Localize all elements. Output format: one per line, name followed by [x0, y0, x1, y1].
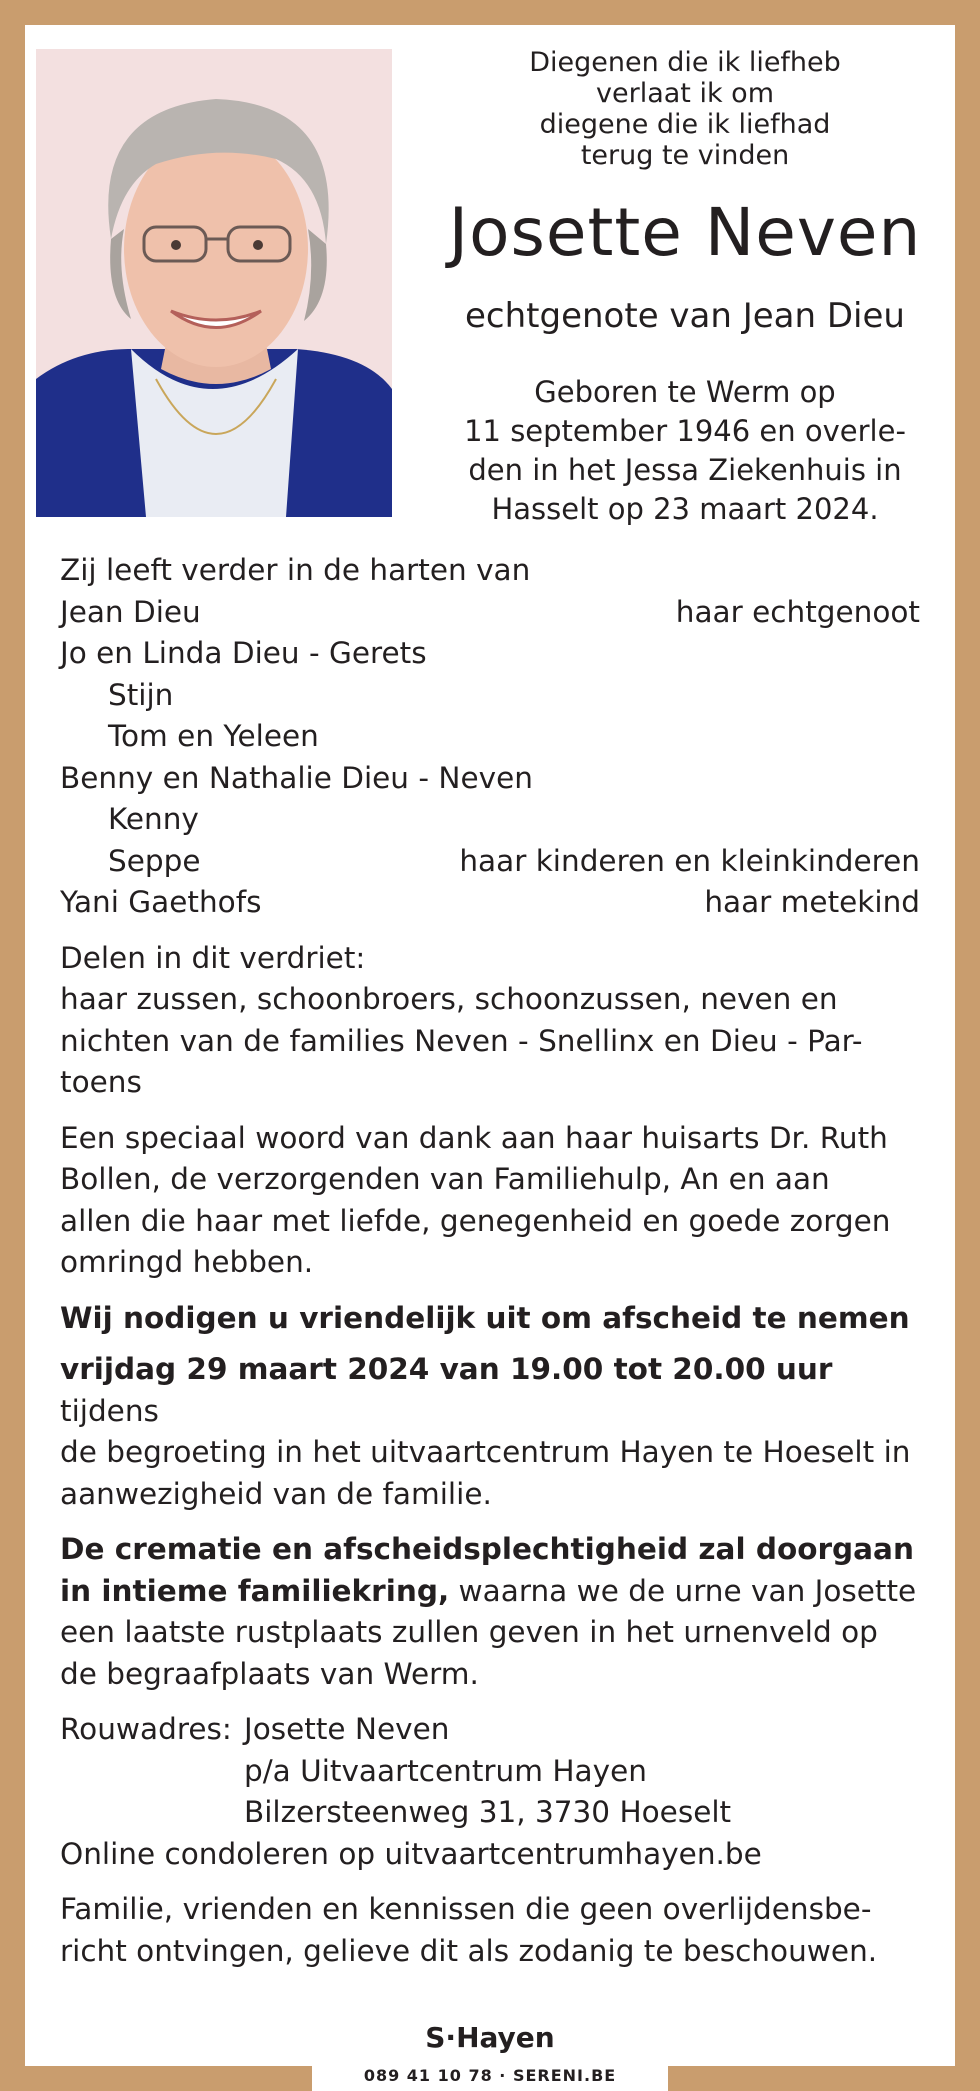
birth-line: Geboren te Werm op: [534, 375, 836, 409]
address-line: Bilzersteenweg 31, 3730 Hoeselt: [244, 1795, 732, 1829]
survivor-role: haar echtgenoot: [675, 594, 920, 629]
address-row: [60, 1709, 920, 1751]
text-line: richt ontvingen, gelieve dit als zodanig te beschouwen.: [60, 1933, 878, 1968]
poem-line: verlaat ik om: [596, 78, 774, 109]
poem-line: Diegenen die ik liefheb: [529, 47, 841, 78]
grandchild-name: Seppe: [108, 843, 201, 878]
cremation-section: [60, 1529, 920, 1695]
grief-section: [60, 938, 920, 1104]
text-line: De crematie en afscheidsplechtigheid zal doorgaan: [60, 1532, 914, 1566]
visitation-section: [60, 1349, 920, 1515]
address-line: p/a Uitvaartcentrum Hayen: [244, 1753, 647, 1788]
spacer: [60, 1515, 920, 1529]
birth-line: Hasselt op 23 maart 2024.: [491, 492, 879, 526]
address-section: [60, 1709, 920, 1875]
invitation-heading: Wij nodigen u vriendelijk uit om afscheid te nemen: [60, 1300, 910, 1335]
grandchild-name: Stijn: [108, 677, 174, 712]
text-line: toens: [60, 1065, 142, 1099]
spacer: [60, 924, 920, 938]
survivor-row: [60, 592, 920, 634]
address-row: [60, 1751, 920, 1793]
address-indent: [60, 1751, 244, 1793]
poem: [440, 47, 930, 171]
thanks-section: [60, 1118, 920, 1284]
obituary-card: [25, 25, 955, 2066]
birth-line: den in het Jessa Ziekenhuis in: [468, 453, 902, 487]
text-line: haar zussen, schoonbroers, schoonzussen, neven en: [60, 982, 838, 1016]
portrait-illustration: [36, 49, 392, 517]
survivor-name: Jo en Linda Dieu - Gerets: [60, 636, 427, 670]
closing-section: [60, 1889, 920, 1972]
address-indent: [60, 1792, 244, 1834]
text-line: aanwezigheid van de familie.: [60, 1476, 492, 1511]
spacer: [60, 1339, 920, 1349]
text-line: [60, 1571, 920, 1613]
text-line: een laatste rustplaats zullen geven in het urnenveld op: [60, 1615, 878, 1649]
text-line: Een speciaal woord van dank aan haar huisarts Dr. Ruth: [60, 1120, 888, 1155]
funeral-home-logo: S·Hayen: [425, 2021, 555, 2054]
grandchild-name: Tom en Yeleen: [108, 719, 319, 753]
text-fragment: waarna we de urne van Josette: [449, 1573, 917, 1608]
spacer: [60, 1875, 920, 1889]
text-line: Delen in dit verdriet:: [60, 940, 366, 975]
text-fragment: tijdens: [60, 1393, 159, 1428]
poem-line: diegene die ik liefhad: [539, 109, 831, 140]
portrait-photo: [36, 49, 392, 517]
spouse-line: echtgenote van Jean Dieu: [465, 296, 905, 336]
text-fragment: in intieme familiekring,: [60, 1573, 450, 1608]
text-line: [60, 1349, 920, 1432]
address-row: [60, 1792, 920, 1834]
text-line: de begraafplaats van Werm.: [60, 1656, 479, 1691]
survivor-row: [60, 882, 920, 924]
survivors-section: [60, 550, 920, 924]
birth-line: 11 september 1946 en overle-: [464, 414, 906, 448]
grandchild-name: Kenny: [108, 802, 199, 836]
survivor-row: [60, 841, 920, 883]
survivor-name: Yani Gaethofs: [60, 885, 262, 919]
address-label: Rouwadres:: [60, 1712, 232, 1746]
text-line: omringd hebben.: [60, 1245, 314, 1279]
birth-death-details: [425, 373, 945, 529]
visitation-datetime: vrijdag 29 maart 2024 van 19.00 tot 20.00 uur: [60, 1352, 833, 1386]
poem-line: terug te vinden: [580, 140, 790, 171]
survivor-role: haar kinderen en kleinkinderen: [459, 843, 920, 878]
text-line: allen die haar met liefde, genegenheid en goede zorgen: [60, 1203, 891, 1238]
text-line: de begroeting in het uitvaartcentrum Hayen te Hoeselt in: [60, 1435, 911, 1469]
spacer: [60, 1284, 920, 1298]
survivor-role: haar metekind: [704, 885, 920, 919]
spacer: [60, 1104, 920, 1118]
online-condolence: Online condoleren op uitvaartcentrumhayen.be: [60, 1836, 762, 1871]
survivor-name: Jean Dieu: [60, 594, 201, 629]
spacer: [60, 1695, 920, 1709]
text-line: Bollen, de verzorgenden van Familiehulp, An en aan: [60, 1162, 830, 1196]
deceased-name: Josette Neven: [448, 194, 922, 271]
funeral-home-contact: 089 41 10 78 · SERENI.BE: [312, 2061, 668, 2091]
survivor-name: Benny en Nathalie Dieu - Neven: [60, 760, 533, 795]
obituary-body: [60, 550, 920, 1972]
address-line: Josette Neven: [244, 1712, 450, 1746]
text-line: Familie, vrienden en kennissen die geen overlijdensbe-: [60, 1892, 872, 1926]
survivors-intro: Zij leeft verder in de harten van: [60, 553, 531, 587]
text-line: nichten van de families Neven - Snellinx en Dieu - Par-: [60, 1023, 863, 1058]
